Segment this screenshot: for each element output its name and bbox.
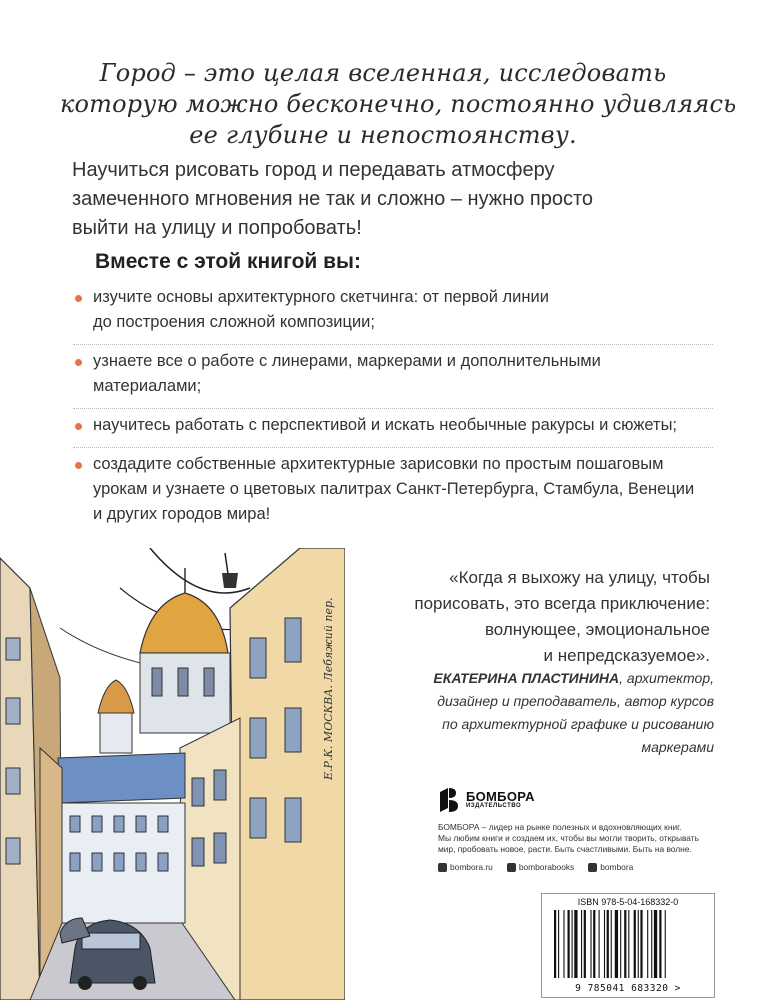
list-item-line: создадите собственные архитектурные зарисовки по простым пошаговым bbox=[93, 455, 664, 473]
intro-line: выйти на улицу и попробовать! bbox=[72, 217, 362, 239]
list-item-line: научитесь работать с перспективой и искать необычные ракурсы и сюжеты; bbox=[93, 416, 678, 434]
barcode-bar bbox=[599, 910, 600, 978]
publisher-desc-line: Мы любим книги и создаем их, чтобы вы могли творить, открывать bbox=[438, 833, 699, 843]
barcode-bar bbox=[638, 910, 639, 978]
street-sketch-illustration bbox=[0, 548, 345, 1000]
barcode-bar bbox=[554, 910, 556, 978]
globe-icon bbox=[438, 863, 447, 872]
intro-paragraph bbox=[72, 156, 712, 243]
list-item bbox=[73, 409, 713, 448]
barcode-bar bbox=[624, 910, 626, 978]
barcode-bar bbox=[572, 910, 573, 978]
list-item-line: урокам и узнаете о цветовых палитрах Санкт-Петербурга, Стамбула, Венеции bbox=[93, 480, 695, 498]
tagline-line: которую можно бесконечно, постоянно удивляясь bbox=[60, 90, 737, 118]
barcode-bar bbox=[590, 910, 591, 978]
publisher-logo bbox=[438, 786, 535, 814]
publisher-social-links bbox=[438, 862, 633, 872]
list-item-line: до построения сложной композиции; bbox=[93, 313, 375, 331]
quote-line: и непредсказуемое». bbox=[543, 646, 710, 665]
intro-line: Научиться рисовать город и передавать атмосферу bbox=[72, 159, 555, 181]
publisher-description bbox=[438, 822, 738, 855]
list-item bbox=[73, 345, 713, 409]
barcode-bar bbox=[611, 910, 612, 978]
barcode-bar bbox=[607, 910, 609, 978]
illustration-signature: Е.Р.К. МОСКВА. Лебяжий пер. bbox=[322, 597, 335, 780]
intro-line: замеченного мгновения не так и сложно – нужно просто bbox=[72, 188, 594, 210]
isbn-label: ISBN 978-5-04-168332-0 bbox=[577, 897, 679, 907]
barcode-bar bbox=[634, 910, 636, 978]
author-role: маркерами bbox=[641, 739, 714, 755]
quote-line: «Когда я выхожу на улицу, чтобы bbox=[449, 568, 710, 587]
barcode-bar bbox=[659, 910, 661, 978]
barcode-bar bbox=[568, 910, 570, 978]
bombora-logo-icon bbox=[438, 786, 460, 814]
publisher-desc-line: мир, пробовать новое, расти. Быть счастливыми. Быть на волне. bbox=[438, 844, 692, 854]
list-item-line: и других городов мира! bbox=[93, 505, 271, 523]
quote-line: порисовать, это всегда приключение: bbox=[414, 594, 710, 613]
vk-telegram-icon bbox=[588, 863, 597, 872]
barcode-bar bbox=[647, 910, 648, 978]
list-item-line: изучите основы архитектурного скетчинга: от первой линии bbox=[93, 288, 549, 306]
author-role: , архитектор, bbox=[619, 670, 714, 686]
social-link-site[interactable]: bombora.ru bbox=[438, 862, 493, 872]
author-role: по архитектурной графике и рисованию bbox=[442, 716, 714, 732]
barcode-bar bbox=[581, 910, 582, 978]
author-role: дизайнер и преподаватель, автор курсов bbox=[437, 693, 714, 709]
barcode-bar bbox=[563, 910, 564, 978]
barcode-bar bbox=[665, 910, 666, 978]
barcode-bar bbox=[604, 910, 605, 978]
tagline-line: Город – это целая вселенная, исследовать bbox=[99, 59, 667, 87]
benefits-title: Вместе с этой книгой вы: bbox=[95, 250, 361, 273]
barcode-bar bbox=[654, 910, 657, 978]
quote-block bbox=[350, 565, 710, 669]
instagram-icon bbox=[507, 863, 516, 872]
barcode-bar bbox=[558, 910, 559, 978]
list-item bbox=[73, 448, 713, 536]
barcode-bar bbox=[628, 910, 629, 978]
publisher-name: БОМБОРА bbox=[466, 789, 535, 804]
barcode-digits: 9 785041 683320 > bbox=[575, 983, 681, 994]
barcode-bar bbox=[584, 910, 586, 978]
barcode-bar bbox=[651, 910, 652, 978]
social-link-vk-telegram[interactable]: bombora bbox=[588, 862, 633, 872]
tagline-line: ее глубине и непостоянству. bbox=[189, 121, 577, 149]
list-item-line: узнаете все о работе с линерами, маркерами и дополнительными bbox=[93, 352, 601, 370]
social-link-instagram[interactable]: bomborabooks bbox=[507, 862, 574, 872]
author-credit bbox=[354, 667, 714, 759]
barcode-bar bbox=[640, 910, 642, 978]
quote-line: волнующее, эмоциональное bbox=[484, 620, 710, 639]
barcode-icon bbox=[554, 910, 702, 978]
author-name: ЕКАТЕРИНА ПЛАСТИНИНА bbox=[433, 670, 620, 686]
publisher-desc-line: БОМБОРА – лидер на рынке полезных и вдохновляющих книг. bbox=[438, 822, 682, 832]
benefits-list bbox=[73, 281, 713, 536]
list-item-line: материалами; bbox=[93, 377, 202, 395]
barcode-bar bbox=[593, 910, 595, 978]
publisher-sub: ИЗДАТЕЛЬСТВО bbox=[466, 803, 522, 809]
barcode-bar bbox=[574, 910, 577, 978]
list-item bbox=[73, 281, 713, 345]
barcode-block bbox=[541, 893, 715, 998]
intro-tagline bbox=[60, 58, 737, 151]
barcode-bar bbox=[615, 910, 618, 978]
barcode-bar bbox=[620, 910, 621, 978]
